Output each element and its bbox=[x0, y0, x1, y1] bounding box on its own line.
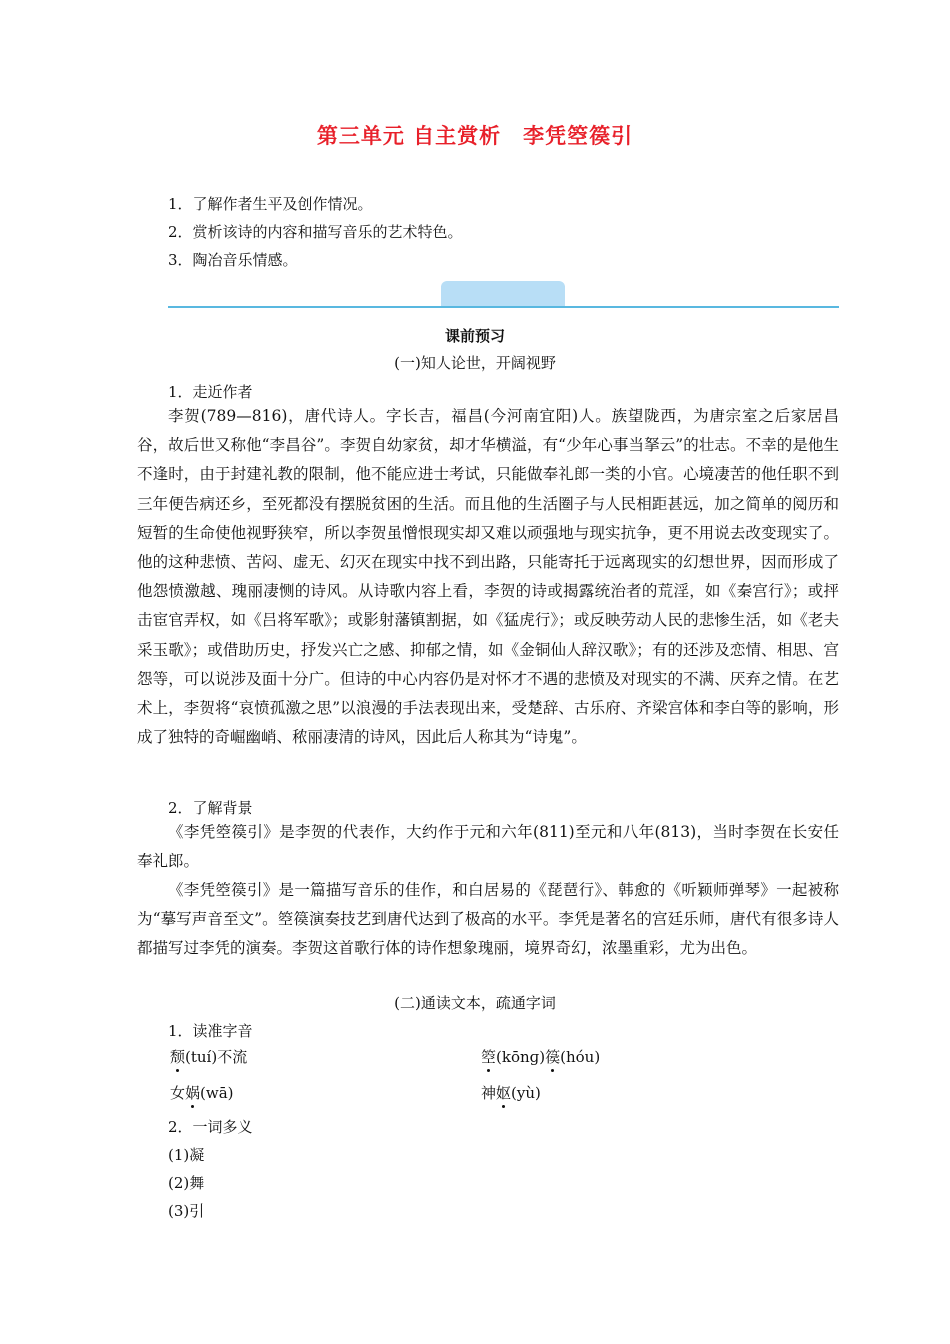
pinyin: (kōnɡ) bbox=[496, 1048, 546, 1066]
dotted-char: 娲 bbox=[185, 1084, 201, 1102]
pronunciation-item bbox=[170, 1046, 247, 1067]
pronunciation-rest: 不流 bbox=[217, 1048, 248, 1066]
pronunciation-item bbox=[481, 1046, 600, 1067]
part2-heading: (二)通读文本，疏通字词 bbox=[394, 994, 556, 1012]
pinyin: (wā) bbox=[200, 1084, 234, 1102]
objective-3: 3．陶冶音乐情感。 bbox=[168, 251, 298, 269]
section-divider-tab bbox=[441, 281, 565, 307]
section-divider-line bbox=[168, 306, 839, 308]
pinyin: (tuí) bbox=[185, 1048, 218, 1066]
dotted-char: 颓 bbox=[170, 1048, 186, 1066]
pinyin: (yù) bbox=[511, 1084, 541, 1102]
dotted-char: 篌 bbox=[545, 1048, 561, 1066]
pronunciation-prefix: 神 bbox=[481, 1084, 497, 1102]
pinyin: (hóu) bbox=[560, 1048, 601, 1066]
dotted-char: 箜 bbox=[481, 1048, 497, 1066]
section-title: 课前预习 bbox=[444, 327, 505, 345]
part2-item2-title: 2．一词多义 bbox=[168, 1118, 253, 1136]
polysemy-word: (3)引 bbox=[168, 1202, 205, 1220]
part1-heading: (一)知人论世，开阔视野 bbox=[394, 354, 556, 372]
part2-item1-title: 1．读准字音 bbox=[168, 1022, 253, 1040]
pronunciation-item bbox=[481, 1082, 541, 1103]
polysemy-word: (1)凝 bbox=[168, 1146, 205, 1164]
author-intro-paragraph: 李贺(789—816)，唐代诗人。字长吉，福昌(今河南宜阳)人。族望陇西，为唐宗室之后家居昌谷，故后世又称他“李昌谷”。李贺自幼家贫，却才华横溢，有“少年心事当拏云”的壮志。不幸的是他生不逢时，由于封建礼教的限制，他不能应进士考试，只能做奉礼郎一类的小官。心境凄苦的他任职不到三年便告病还乡，至死都没有摆脱贫困的生活。而且他的生活圈子与人民相距甚远，加之简单的阅历和短暂的生命使他视野狭窄，所以李贺虽憎恨现实却又难以顽强地与现实抗争，更不用说去改变现实了。他的这种悲愤、苦闷、虚无、幻灭在现实中找不到出路，只能寄托于远离现实的幻想世界，因而形成了他怨愤激越、瑰丽凄恻的诗风。从诗歌内容上看，李贺的诗或揭露统治者的荒淫，如《秦宫行》；或抨击宦官弄权，如《吕将军歌》；或影射藩镇割据，如《猛虎行》；或反映劳动人民的悲惨生活，如《老夫采玉歌》；或借助历史，抒发兴亡之感、抑郁之情，如《金铜仙人辞汉歌》；有的还涉及恋情、相思、宫怨等，可以说涉及面十分广。但诗的中心内容仍是对怀才不遇的悲愤及对现实的不满、厌弃之情。在艺术上，李贺将“哀愤孤激之思”以浪漫的手法表现出来，受楚辞、古乐府、齐梁宫体和李白等的影响，形成了独特的奇崛幽峭、秾丽凄清的诗风，因此后人称其为“诗鬼”。 bbox=[137, 407, 839, 747]
pronunciation-prefix: 女 bbox=[170, 1084, 186, 1102]
page-title: 第三单元 自主赏析 李凭箜篌引 bbox=[316, 124, 634, 148]
dotted-char: 妪 bbox=[496, 1084, 512, 1102]
objective-1: 1．了解作者生平及创作情况。 bbox=[168, 195, 373, 213]
part1-item1-title: 1．走近作者 bbox=[168, 383, 253, 401]
pronunciation-item bbox=[170, 1082, 234, 1103]
part1-item2-title: 2．了解背景 bbox=[168, 799, 253, 817]
background-paragraph-2: 《李凭箜篌引》是一篇描写音乐的佳作，和白居易的《琵琶行》、韩愈的《听颖师弹琴》一起被称为“摹写声音至文”。箜篌演奏技艺到唐代达到了极高的水平。李凭是著名的宫廷乐师，唐代有很多诗人都描写过李凭的演奏。李贺这首歌行体的诗作想象瑰丽，境界奇幻，浓墨重彩，尤为出色。 bbox=[137, 881, 839, 958]
background-paragraph-1: 《李凭箜篌引》是李贺的代表作，大约作于元和六年(811)至元和八年(813)，当时李贺在长安任奉礼郎。 bbox=[137, 823, 839, 871]
polysemy-word: (2)舞 bbox=[168, 1174, 205, 1192]
objective-2: 2．赏析该诗的内容和描写音乐的艺术特色。 bbox=[168, 223, 463, 241]
